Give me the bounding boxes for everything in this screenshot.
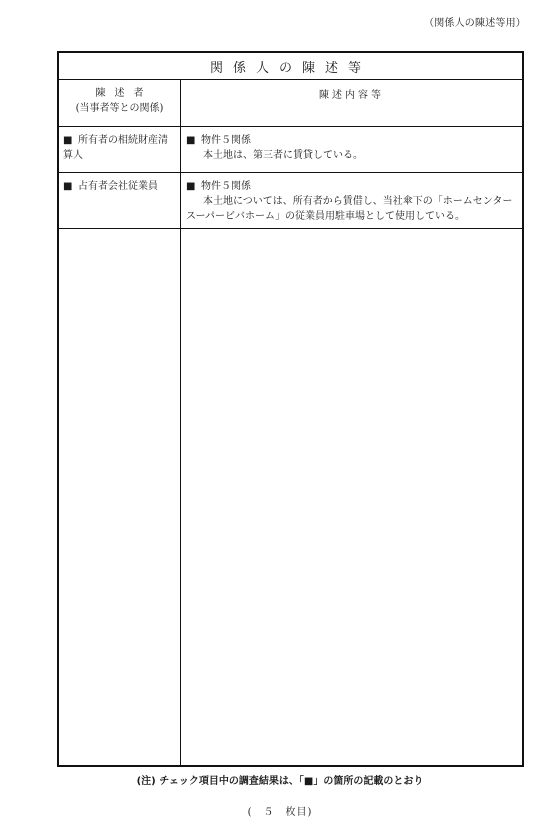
stater-text-cont: 算人 [63, 150, 83, 161]
content-cell [186, 179, 516, 224]
stater-header [59, 86, 180, 116]
table-row [59, 127, 522, 173]
check-marker: ■ [63, 135, 73, 146]
stater-cell [63, 133, 177, 163]
content-header-label: 陳述内容等 [319, 90, 384, 101]
form-type-label: （関係人の陳述等用） [424, 18, 526, 29]
content-title: 物件５関係 [201, 181, 251, 192]
table-row [59, 173, 522, 229]
check-marker: ■ [63, 181, 73, 192]
content-line: 本土地は、第三者に賃貸している。 [203, 150, 363, 161]
check-marker: ■ [186, 181, 196, 192]
check-marker: ■ [186, 135, 196, 146]
stater-cell [63, 179, 177, 194]
footnote: (注) チェック項目中の調査結果は、「■」の箇所の記載のとおり [136, 776, 424, 787]
content-line: 本土地については、所有者から賃借し、当社傘下の「ホームセンター [203, 196, 513, 207]
stater-header-sub: (当事者等との関係) [75, 103, 164, 114]
stater-text: 占有者会社従業員 [78, 181, 158, 192]
stater-header-label: 陳述者 [95, 88, 153, 99]
content-line: スーパービバホーム」の従業員用駐車場として使用している。 [186, 211, 465, 222]
table-header-row [59, 80, 522, 127]
statement-table [57, 51, 524, 767]
content-cell [186, 133, 516, 163]
content-title: 物件５関係 [201, 135, 251, 146]
page-number: ( ５ 枚目) [247, 807, 313, 818]
stater-text: 所有者の相続財産清 [78, 135, 168, 146]
table-title: 関係人の陳述等 [59, 53, 522, 80]
